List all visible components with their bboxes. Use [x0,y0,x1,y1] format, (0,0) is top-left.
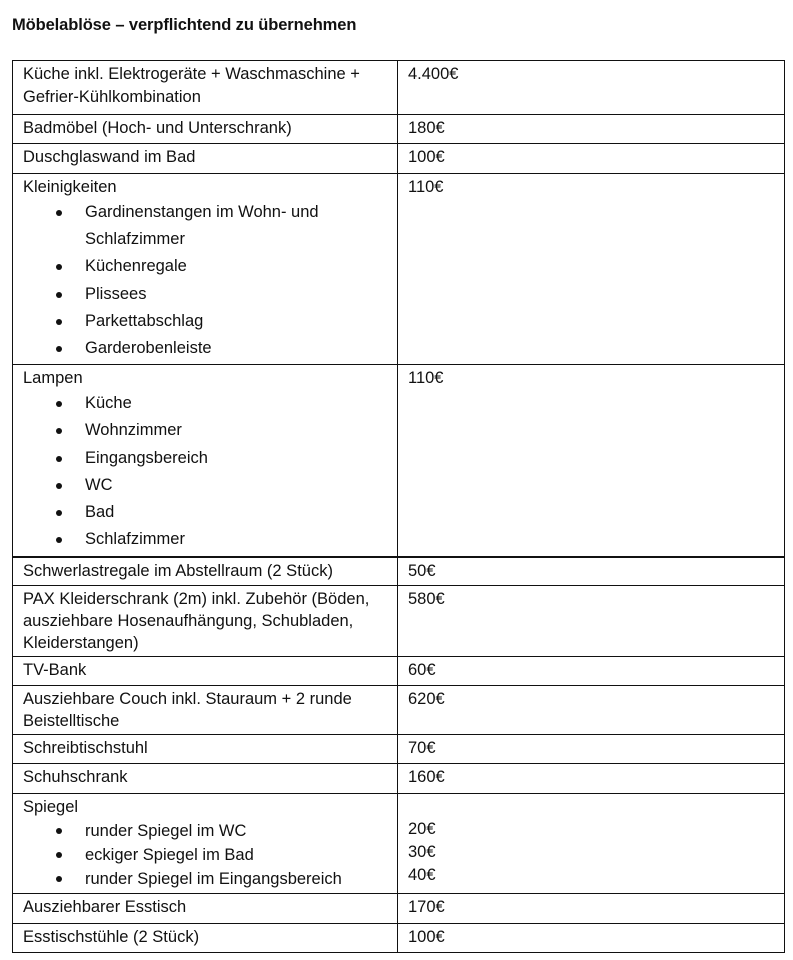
item-label: Kleinigkeiten [23,178,117,196]
item-label: TV-Bank [23,661,87,680]
list-item: Plissees [23,281,387,308]
price-value: 70€ [408,739,436,758]
price-value: 580€ [408,590,445,609]
item-cell [13,61,398,115]
item-cell [13,174,398,365]
list-item: runder Spiegel im WC [23,819,387,843]
sub-list [23,390,387,553]
list-item: Küche [23,390,387,417]
price-value: 620€ [408,690,445,709]
table-row [13,657,785,686]
price-value: 170€ [408,898,445,917]
table-row [13,764,785,794]
price-value: 160€ [408,768,445,787]
price-value: 20€ [408,820,436,839]
item-cell [13,894,398,924]
list-item: Bad [23,499,387,526]
price-value: 40€ [408,865,436,884]
list-item: Wohnzimmer [23,417,387,444]
price-cell [398,586,785,657]
item-cell [13,794,398,894]
item-label: Ausziehbarer Esstisch [23,898,187,917]
price-cell [398,144,785,174]
furniture-table [12,60,785,953]
item-cell [13,686,398,735]
item-cell [13,657,398,686]
list-item: Schlafzimmer [23,526,387,553]
price-value: 4.400€ [408,65,459,83]
table-row [13,61,785,115]
table-row [13,894,785,924]
item-cell [13,764,398,794]
list-item: Gardinenstangen im Wohn- und Schlafzimmer [23,199,387,253]
item-cell [13,557,398,586]
price-value: 50€ [408,561,436,580]
price-cell [398,794,785,894]
item-label: Schreibtischstuhl [23,739,148,758]
item-label: PAX Kleiderschrank (2m) inkl. Zubehör (Böden, ausziehbare Hosenaufhängung, Schubladen, Kleiderstangen) [23,590,370,653]
price-cell [398,764,785,794]
price-cell [398,365,785,557]
price-cell [398,61,785,115]
table-row [13,144,785,174]
price-value: 110€ [408,178,444,196]
item-cell [13,735,398,764]
item-cell [13,115,398,144]
item-label: Badmöbel (Hoch- und Unterschrank) [23,119,292,137]
price-value: 30€ [408,842,436,861]
item-cell [13,924,398,953]
item-label: Schwerlastregale im Abstellraum (2 Stück) [23,561,333,580]
item-cell [13,365,398,557]
list-item: eckiger Spiegel im Bad [23,843,387,867]
price-value: 100€ [408,148,445,166]
table-row [13,365,785,557]
price-cell [398,735,785,764]
list-item: runder Spiegel im Eingangsbereich [23,867,387,891]
table-row [13,924,785,953]
table-row [13,586,785,657]
table-row [13,115,785,144]
item-cell [13,144,398,174]
item-label: Lampen [23,369,83,388]
price-cell [398,686,785,735]
item-label: Schuhschrank [23,768,128,787]
price-value: 110€ [408,369,444,388]
list-item: WC [23,472,387,499]
price-cell [398,657,785,686]
price-cell [398,174,785,365]
item-label: Duschglaswand im Bad [23,148,196,166]
price-cell [398,115,785,144]
list-item: Garderobenleiste [23,335,387,362]
price-cell [398,557,785,586]
sub-list [23,199,387,362]
list-item: Parkettabschlag [23,308,387,335]
price-value: 100€ [408,928,445,947]
table-row [13,794,785,894]
sub-list [23,819,387,891]
item-cell [13,586,398,657]
list-item: Eingangsbereich [23,445,387,472]
item-label: Ausziehbare Couch inkl. Stauraum + 2 runde Beistelltische [23,690,352,731]
item-label: Esstischstühle (2 Stück) [23,928,200,947]
table-row [13,174,785,365]
page-title: Möbelablöse – verpflichtend zu übernehmen [12,16,357,34]
item-label: Küche inkl. Elektrogeräte + Waschmaschine + Gefrier-Kühlkombination [23,65,360,106]
table-row [13,735,785,764]
list-item: Küchenregale [23,253,387,280]
item-label: Spiegel [23,798,79,817]
price-value: 180€ [408,119,445,137]
price-value: 60€ [408,661,436,680]
price-cell [398,924,785,953]
table-row [13,557,785,586]
table-row [13,686,785,735]
price-cell [398,894,785,924]
